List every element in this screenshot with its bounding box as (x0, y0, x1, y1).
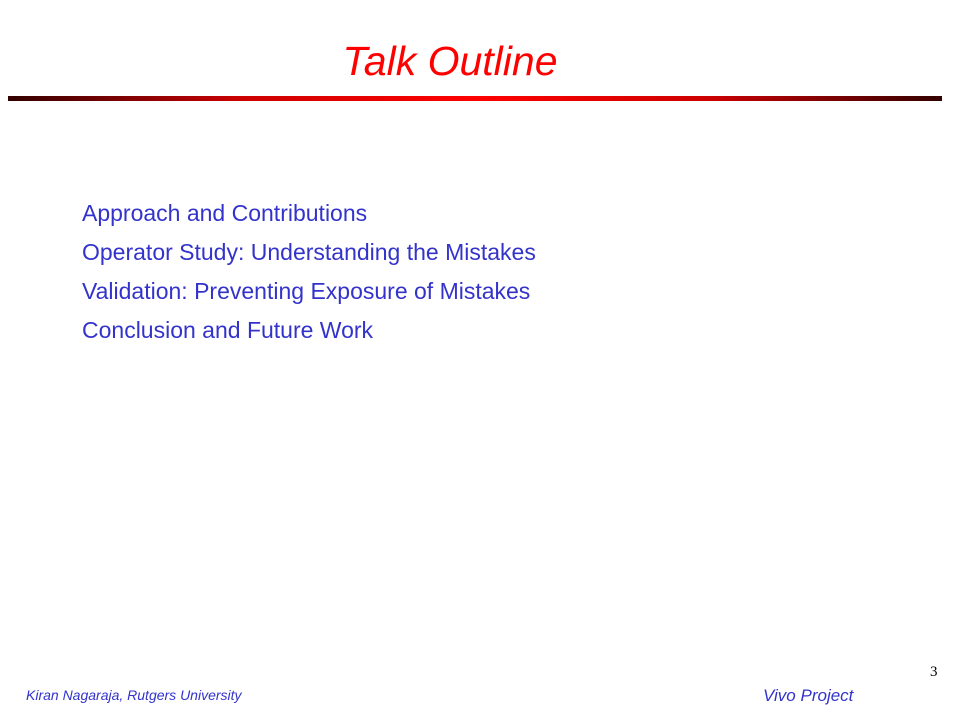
page-number: 3 (930, 664, 938, 680)
slide-title: Talk Outline (342, 38, 558, 84)
outline-item: Operator Study: Understanding the Mistakes (82, 239, 536, 265)
footer-project: Vivo Project (763, 686, 854, 705)
title-divider (8, 96, 942, 101)
footer-author: Kiran Nagaraja, Rutgers University (26, 687, 242, 703)
outline-item: Conclusion and Future Work (82, 317, 374, 343)
outline-list (82, 194, 536, 350)
outline-item: Validation: Preventing Exposure of Mistakes (82, 278, 531, 304)
outline-item: Approach and Contributions (82, 200, 368, 226)
